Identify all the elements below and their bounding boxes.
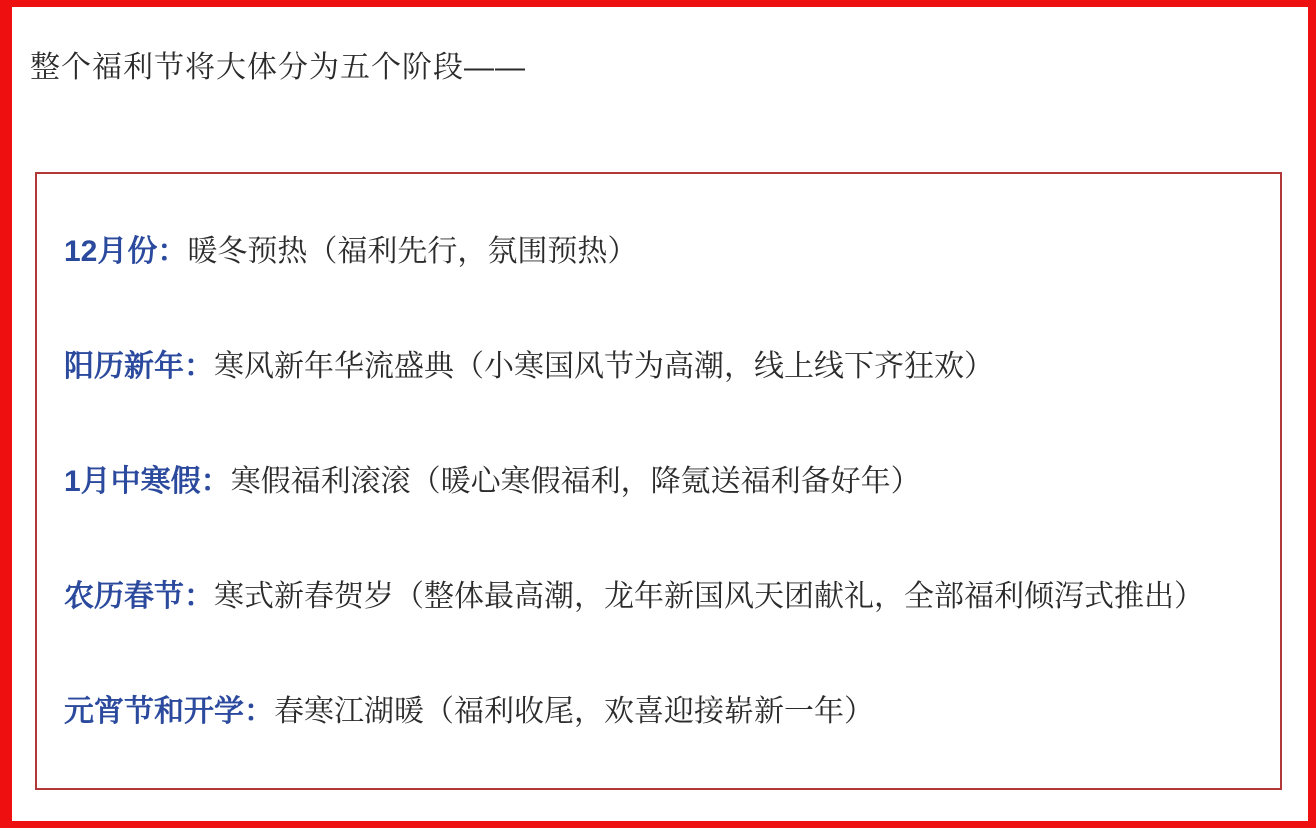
phase-row-winter-break: [64, 462, 1260, 502]
intro-text: 整个福利节将大体分为五个阶段——: [30, 51, 526, 84]
phase-row-spring-festival: [64, 577, 1260, 617]
phases-box: [35, 172, 1282, 790]
phase-row-new-year: [64, 347, 1260, 387]
phase-label: 元宵节和开学：: [64, 695, 274, 728]
phase-label: 农历春节：: [64, 580, 214, 613]
phase-text: 暖冬预热（福利先行，氛围预热）: [187, 235, 638, 268]
phase-text: 寒风新年华流盛典（小寒国风节为高潮，线上线下齐狂欢）: [214, 350, 994, 383]
phase-row-december: [64, 232, 1260, 272]
phase-label: 阳历新年：: [64, 350, 214, 383]
phase-label: 12月份：: [64, 235, 188, 268]
phase-text: 寒假福利滚滚（暖心寒假福利，降氪送福利备好年）: [230, 465, 921, 498]
phase-text: 寒式新春贺岁（整体最高潮，龙年新国风天团献礼，全部福利倾泻式推出）: [214, 580, 1204, 613]
phase-label: 1月中寒假：: [64, 465, 231, 498]
phase-row-lantern-festival: [64, 692, 1260, 732]
phase-text: 春寒江湖暖（福利收尾，欢喜迎接崭新一年）: [274, 695, 874, 728]
